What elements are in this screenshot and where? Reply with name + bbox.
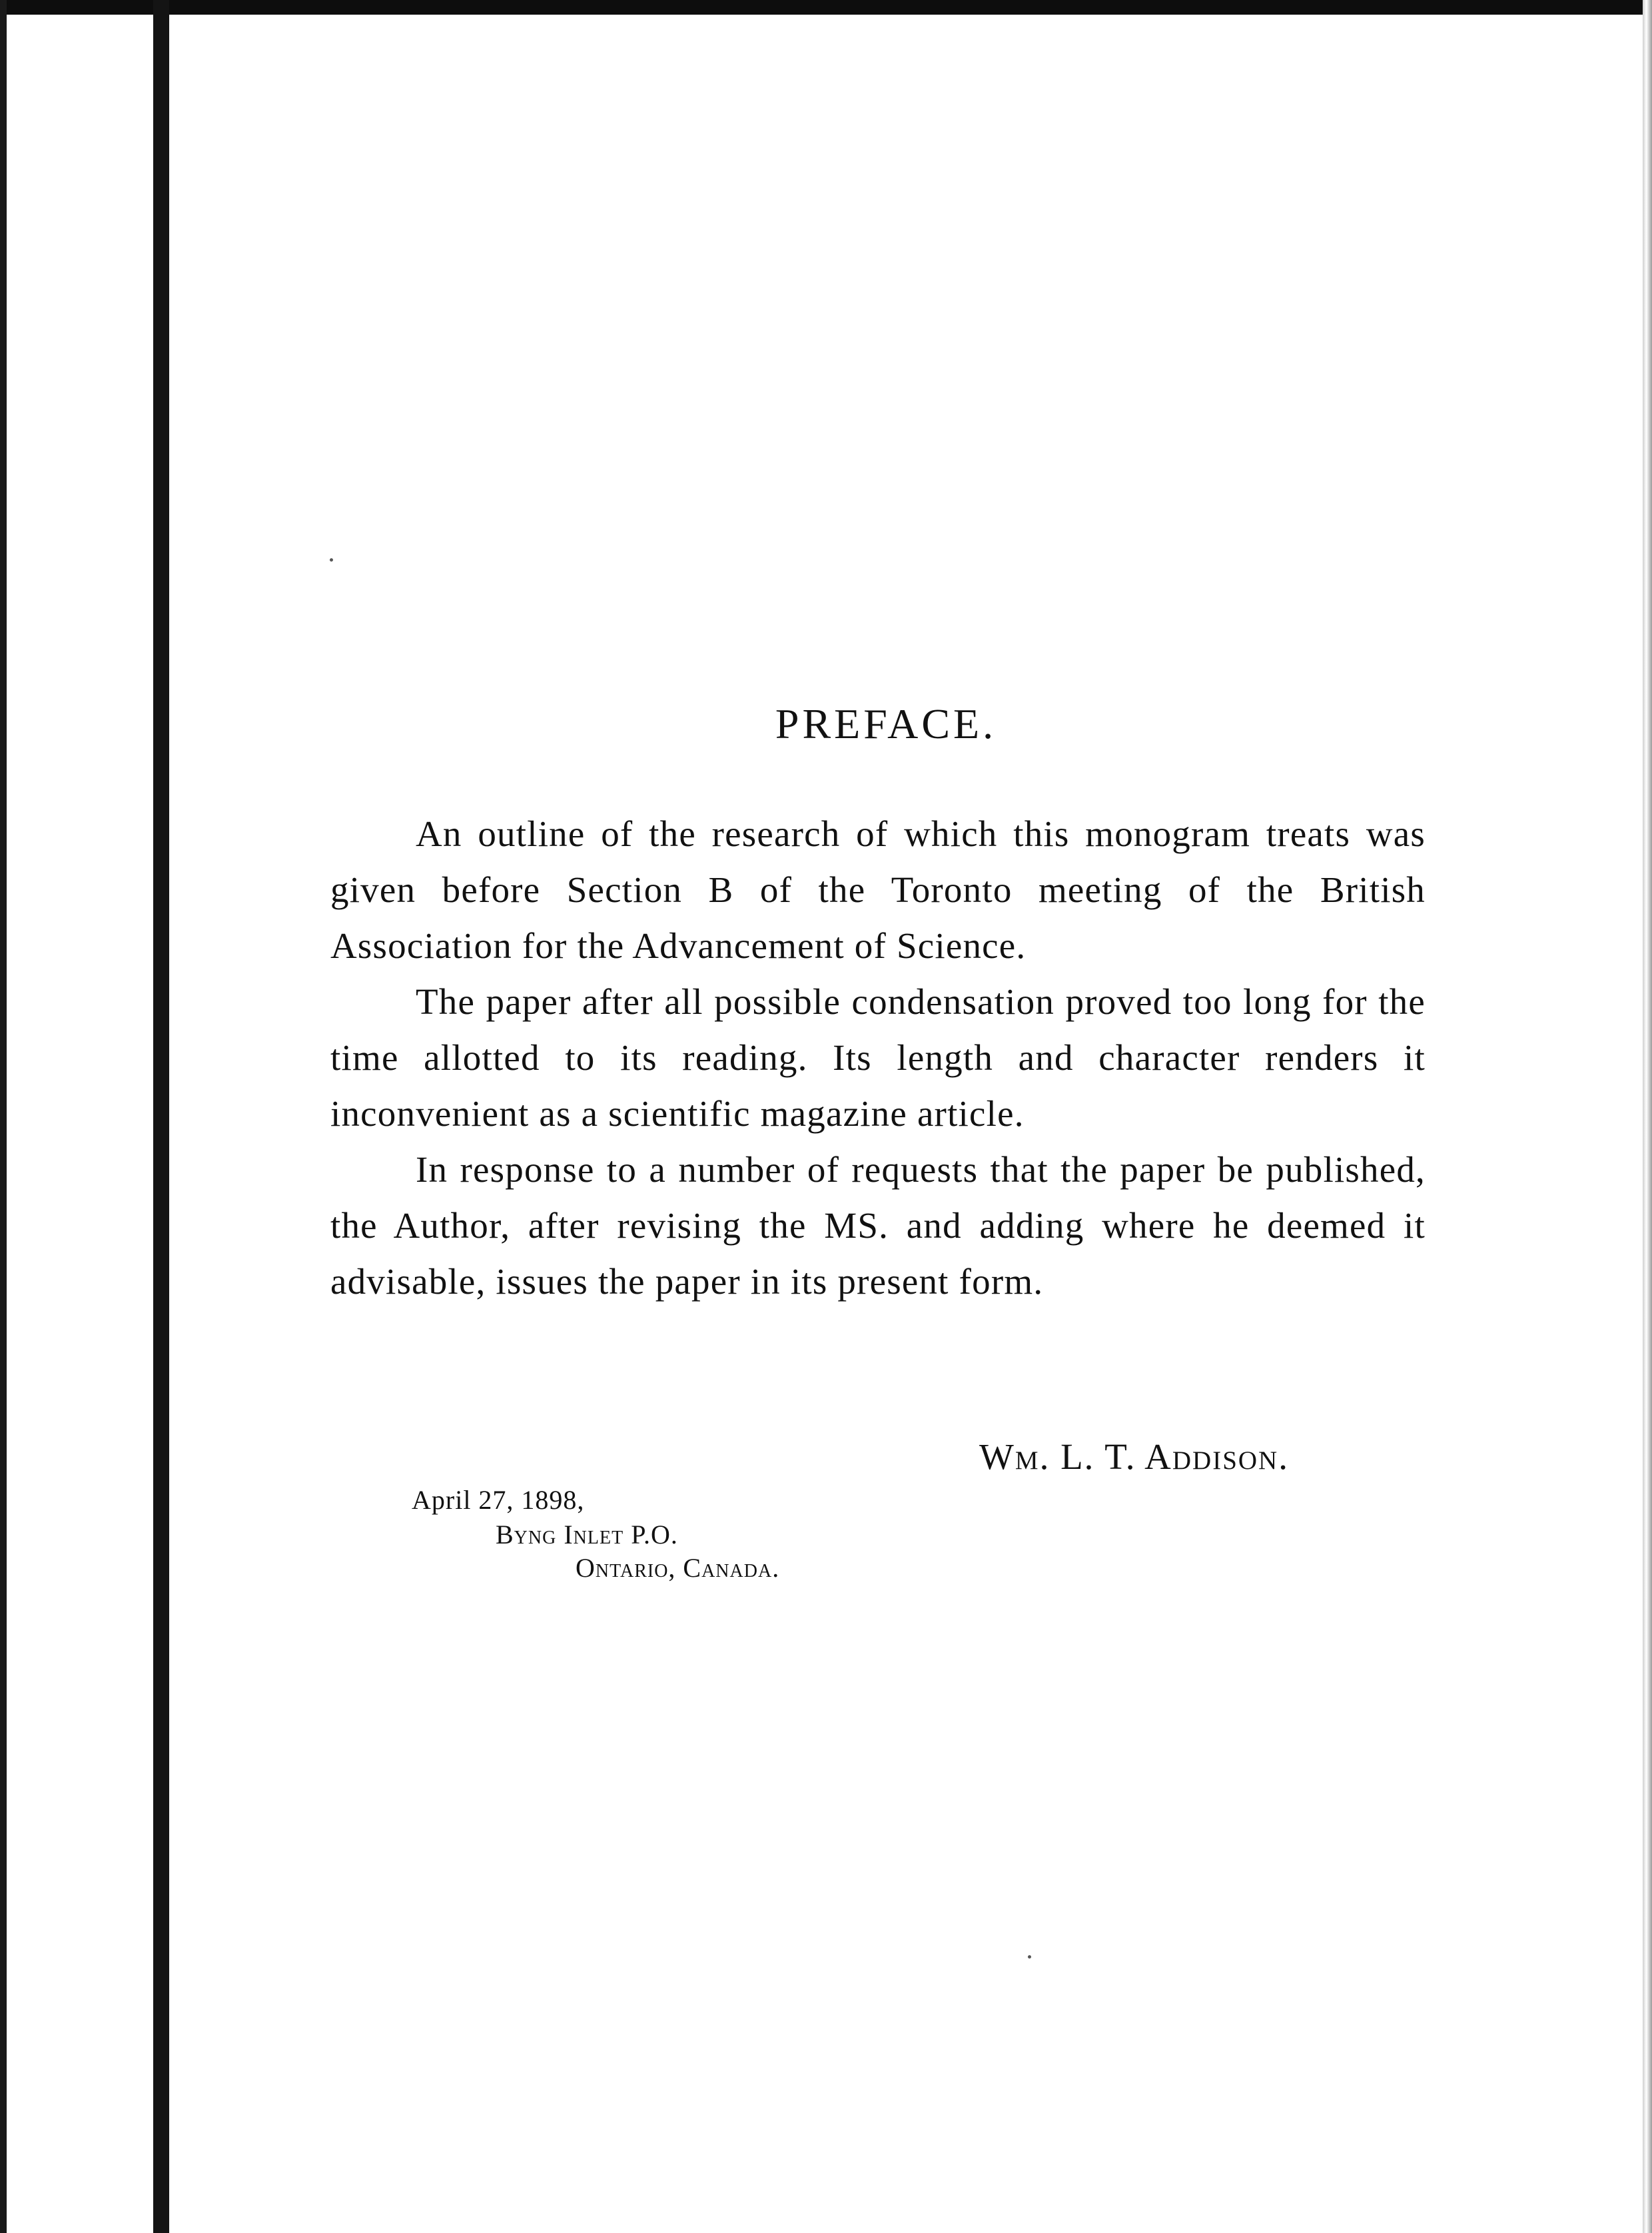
print-speck <box>1028 1955 1031 1959</box>
preface-date: April 27, 1898, <box>412 1485 585 1515</box>
preface-place-line-2: Ontario, Canada. <box>576 1553 780 1583</box>
scan-top-edge <box>0 0 1652 15</box>
preface-place-line-1: Byng Inlet P.O. <box>496 1520 678 1550</box>
preface-body <box>330 806 1426 1310</box>
preface-paragraph-1: An outline of the research of which this monogram treats was given before Section B of the Toronto meeting of the British Association for the Advancement of Science. <box>330 813 1426 966</box>
preface-heading: PREFACE. <box>775 700 997 747</box>
print-speck <box>330 558 333 562</box>
author-signature: Wm. L. T. Addison. <box>979 1436 1289 1477</box>
scan-left-edge <box>0 0 7 2233</box>
page-right-edge <box>1643 0 1652 2233</box>
preface-paragraph-2: The paper after all possible condensation proved too long for the time allotted to its reading. Its length and character renders it inconvenient as a scientific magazine article. <box>330 981 1426 1134</box>
page-gutter-edge <box>153 0 169 2233</box>
preface-paragraph-3: In response to a number of requests that the paper be published, the Author, after revising the MS. and adding where he deemed it advisable, issues the paper in its present form. <box>330 1149 1426 1302</box>
